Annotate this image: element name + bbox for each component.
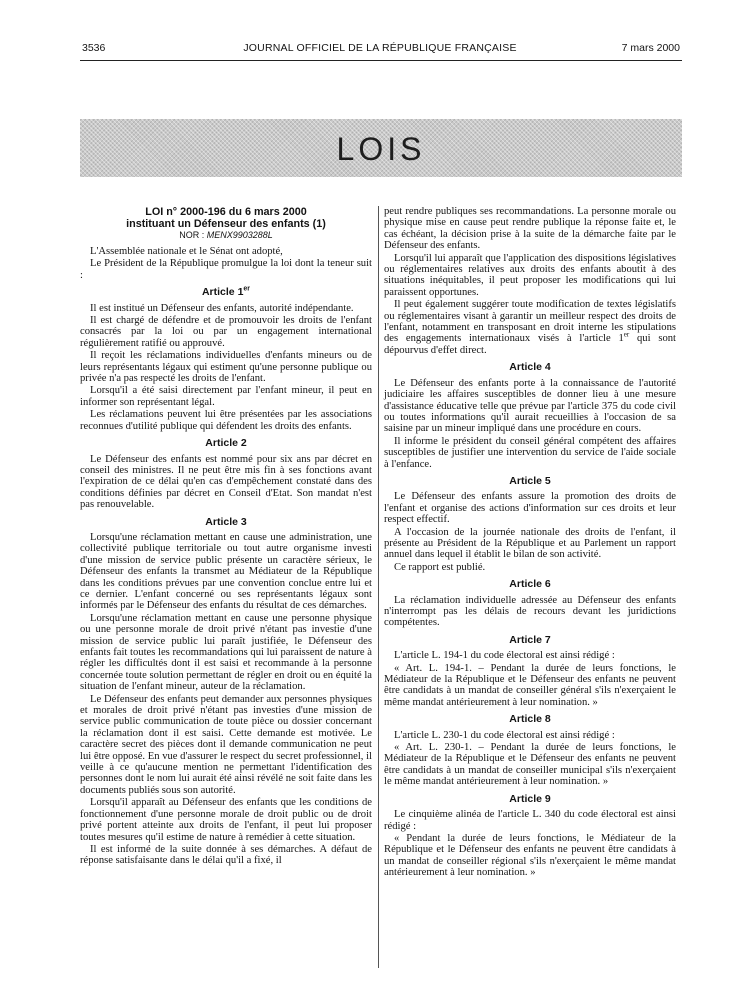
article-paragraph: L'article L. 194-1 du code électoral est ainsi rédigé : <box>394 650 615 662</box>
article-heading: Article 2 <box>205 437 247 450</box>
article-paragraph: L'article L. 230-1 du code électoral est ainsi rédigé : <box>394 729 615 741</box>
article-paragraph: Il peut également suggérer toute modification de textes législatifs ou réglementaires visant à garantir un meilleur respect des droits de l'enfant, notamment en transposant en droit interne les stipulations des engagements internationaux visés à l'article 1er qui sont dépourvus d'effet direct. <box>384 299 676 356</box>
article-heading: Article 6 <box>509 578 551 591</box>
article-heading: Article 8 <box>509 713 551 726</box>
article-paragraph: Il est informé de la suite donnée à ses démarches. A défaut de réponse satisfaisante dans le délai qu'il a fixé, il <box>80 843 372 867</box>
article-paragraph-continued: peut rendre publiques ses recommandations. La personne morale ou physique mise en cause peut rendre publique la réponse faite et, le cas échéant, la décision prise à la suite de la démarche faite par le Défenseur des enfants. <box>384 206 676 252</box>
nor-label: NOR : <box>179 230 205 240</box>
header-divider <box>80 60 682 61</box>
left-column <box>80 206 372 868</box>
article-paragraph: Ce rapport est publié. <box>394 561 486 573</box>
article-paragraph: Lorsqu'il lui apparaît que l'application des dispositions législatives ou réglementaires relatives aux droits des enfants aboutit à des situations inéquitables, il peut proposer les modifications qui lui paraissent opportunes. <box>384 252 676 298</box>
article-paragraph: « Art. L. 230-1. – Pendant la durée de leurs fonctions, le Médiateur de la République et le Défenseur des enfants ne peuvent être candidats à un mandat de conseiller municipal s'ils n'exerçaient le même mandat antérieurement à leur nomination. » <box>384 742 676 788</box>
article-paragraph: Le Défenseur des enfants assure la promotion des droits de l'enfant et organise des actions d'information sur ces droits et leur respect effectif. <box>384 491 676 526</box>
article-paragraph: Lorsqu'une réclamation mettant en cause une administration, une collectivité publique territoriale ou tout autre organisme investi d'une mission de service public présente un caractère sérieux, le Défenseur des enfants la transmet au Médiateur de la République dans les conditions prévues par une convention conclue entre lui et ce dernier. L'enfant concerné ou ses représentants légaux sont informés par le Défenseur des enfants du résultat de ces démarches. <box>80 531 372 612</box>
article-paragraph: Le cinquième alinéa de l'article L. 340 du code électoral est ainsi rédigé : <box>384 809 676 832</box>
article-heading: Article 4 <box>509 361 551 374</box>
article-paragraph: Le Défenseur des enfants porte à la connaissance de l'autorité judiciaire les affaires susceptibles de donner lieu à une mesure d'assistance éducative telle que prévue par l'article 375 du code civil ou toutes informations qu'il aurait recueillies à l'occasion de sa saisine par un mineur impliqué dans une procédure en cours. <box>384 377 676 435</box>
page-number: 3536 <box>82 42 106 54</box>
article-paragraph: Il est chargé de défendre et de promouvoir les droits de l'enfant consacrés par la loi ou par un engagement international régulièrement ratifié ou approuvé. <box>80 315 372 349</box>
article-paragraph: Le Défenseur des enfants est nommé pour six ans par décret en conseil des ministres. Il ne peut être mis fin à ses fonctions avant l'expiration de ce délai qu'en cas d'empêchement constaté dans des conditions définies par décret en Conseil d'Etat. Son mandat n'est pas renouvelable. <box>80 453 372 511</box>
article-paragraph: « Art. L. 194-1. – Pendant la durée de leurs fonctions, le Médiateur de la République et le Défenseur des enfants ne peuvent être candidats à un mandat de conseiller général s'ils n'exerçaient le même mandat antérieurement à leur nomination. » <box>384 662 676 708</box>
article-paragraph: Les réclamations peuvent lui être présentées par les associations reconnues d'utilité publique qui défendent les droits des enfants. <box>80 409 372 432</box>
article-paragraph: A l'occasion de la journée nationale des droits de l'enfant, il présente au Président de la République et au Parlement un rapport annuel dans lequel il établit le bilan de son activité. <box>384 526 676 561</box>
preamble-paragraph: Le Président de la République promulgue la loi dont la teneur suit : <box>80 258 372 281</box>
page-header <box>80 38 680 58</box>
article-paragraph: « Pendant la durée de leurs fonctions, le Médiateur de la République et le Défenseur des enfants ne peuvent être candidats à un mandat de conseiller régional s'ils n'exerçaient le même mandat antérieurement à leur nomination. » <box>384 832 676 879</box>
law-title-line1: LOI n° 2000-196 du 6 mars 2000 <box>145 206 307 218</box>
article-heading: Article 1er <box>201 285 251 299</box>
law-title-line2: instituant un Défenseur des enfants (1) <box>126 218 326 230</box>
preamble-paragraph: L'Assemblée nationale et le Sénat ont adopté, <box>90 246 283 257</box>
issue-date: 7 mars 2000 <box>621 42 680 54</box>
nor-code: MENX9903288L <box>206 230 273 240</box>
article-heading: Article 9 <box>509 792 551 805</box>
article-paragraph: Lorsqu'il a été saisi directement par l'enfant mineur, il peut en informer son représentant légal. <box>80 385 372 408</box>
nor-reference <box>80 230 372 241</box>
article-paragraph: Il est institué un Défenseur des enfants, autorité indépendante. <box>90 302 354 314</box>
article-paragraph: Lorsqu'une réclamation mettant en cause une personne physique ou une personne morale de droit privé n'étant pas investie d'une mission de service public lui paraît justifiée, le Défenseur des enfants fait toutes les recommandations qui lui paraissent de nature à régler les difficultés dont il est saisi et recommande à la personne concernée toute solution permettant de régler en droit ou en équité la situation de l'enfant mineur, auteur de la réclamation. <box>80 612 372 693</box>
article-heading: Article 7 <box>509 633 551 646</box>
article-paragraph: Il reçoit les réclamations individuelles d'enfants mineurs ou de leurs représentants légaux qui estiment qu'une personne publique ou privée n'a pas respecté les droits de l'enfant. <box>80 350 372 385</box>
article-paragraph: Le Défenseur des enfants peut demander aux personnes physiques et morales de droit privé n'étant pas investies d'une mission de service public communication de toute pièce ou dossier concernant la réclamation dont il est saisi. Cette demande est motivée. Le caractère secret des pièces dont il demande communication ne peut lui être opposé. En vue d'assurer le respect du secret professionnel, il veille à ce qu'aucune mention ne permettant l'identification des personnes dont le nom lui aurait été ainsi révélé ne soit faite dans les documents publiés sous son autorité. <box>80 693 372 796</box>
article-paragraph: Lorsqu'il apparaît au Défenseur des enfants que les conditions de fonctionnement d'une personne morale de droit public ou de droit privé portent atteinte aux droits de l'enfant, il peut lui proposer toutes mesures qu'il estime de nature à remédier à cette situation. <box>80 797 372 843</box>
section-banner <box>80 119 682 177</box>
article-heading: Article 3 <box>205 515 247 528</box>
right-column <box>384 206 676 880</box>
article-paragraph: La réclamation individuelle adressée au Défenseur des enfants n'interrompt pas les délais de recours devant les juridictions compétentes. <box>384 594 676 629</box>
column-divider <box>378 206 379 968</box>
journal-title: JOURNAL OFFICIEL DE LA RÉPUBLIQUE FRANÇAISE <box>243 42 517 54</box>
article-paragraph: Il informe le président du conseil général compétent des affaires susceptibles de justifier une intervention du service de l'aide sociale à l'enfance. <box>384 435 676 470</box>
article-heading: Article 5 <box>509 474 551 487</box>
section-banner-label: LOIS <box>336 130 426 167</box>
